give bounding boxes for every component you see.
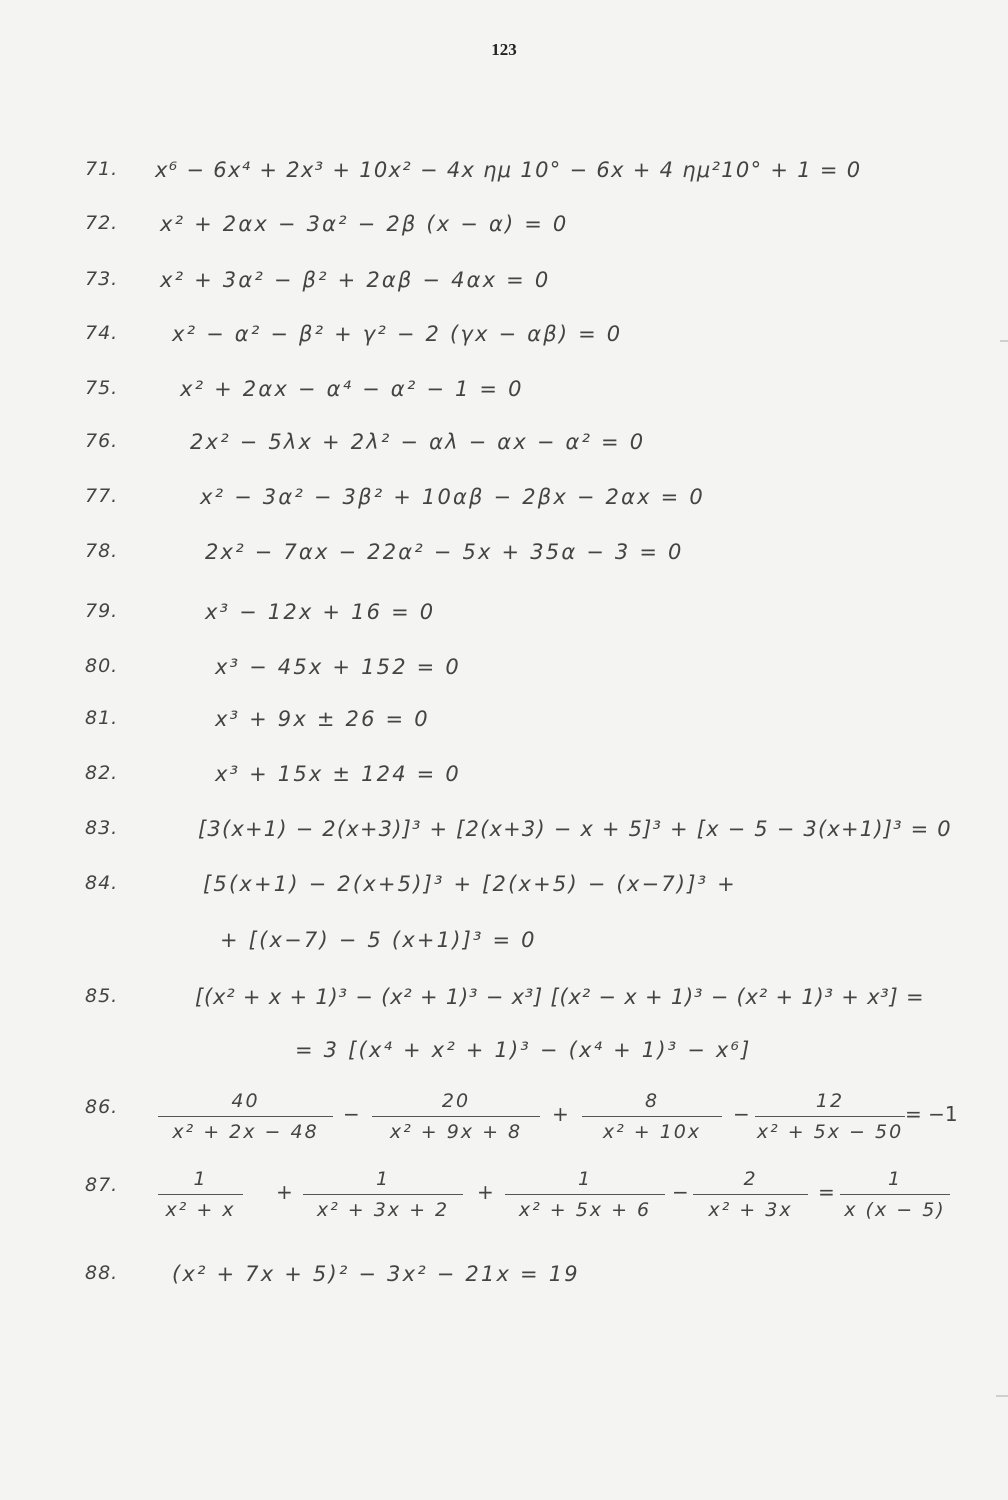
problem-number: 85. [85,985,119,1007]
equation: x³ + 15x ± 124 = 0 [215,762,461,786]
problem-82 [0,762,1008,812]
denominator: x² + 2x − 48 [172,1121,319,1143]
problem-number: 72. [85,212,119,234]
problem-75 [0,377,1008,427]
problem-81 [0,707,1008,757]
equation: x⁶ − 6x⁴ + 2x³ + 10x² − 4x ημ 10° − 6x + 4 ημ²10° + 1 = 0 [155,158,862,182]
equation: 2x² − 7αx − 22α² − 5x + 35α − 3 = 0 [205,540,684,564]
fraction [158,1168,243,1221]
problem-77 [0,485,1008,535]
fraction [582,1090,722,1143]
denominator: x² + 5x + 6 [518,1199,652,1221]
problem-number: 87. [85,1174,119,1196]
fraction [303,1168,463,1221]
problem-number: 81. [85,707,119,729]
equation: [3(x+1) − 2(x+3)]³ + [2(x+3) − x + 5]³ + [x − 5 − 3(x+1)]³ = 0 [198,817,952,841]
equation: 2x² − 5λx + 2λ² − αλ − αx − α² = 0 [190,430,646,454]
scan-edge-mark [996,1395,1008,1397]
equation: x² + 2αx − α⁴ − α² − 1 = 0 [180,377,524,401]
equals-rhs: = −1 [905,1102,958,1126]
problem-71 [0,158,1008,208]
problem-number: 71. [85,158,119,180]
denominator: x² + 5x − 50 [756,1121,904,1143]
problem-76 [0,430,1008,480]
operator: = [818,1180,835,1204]
numerator: 8 [644,1090,660,1112]
denominator: x² + 10x [602,1121,702,1143]
equation: x² − α² − β² + γ² − 2 (γx − αβ) = 0 [172,322,623,346]
problem-78 [0,540,1008,590]
denominator: x² + x [165,1199,236,1221]
problem-85-continued [0,1038,1008,1088]
problem-86 [0,1090,1008,1160]
problem-number: 78. [85,540,119,562]
problem-number: 77. [85,485,119,507]
operator: + [276,1180,293,1204]
equation-continuation: + [(x−7) − 5 (x+1)]³ = 0 [220,928,537,952]
operator: − [733,1102,750,1126]
numerator: 1 [887,1168,903,1190]
problem-number: 80. [85,655,119,677]
problem-84-continued [0,928,1008,978]
numerator: 2 [743,1168,758,1190]
problem-number: 83. [85,817,119,839]
fraction [840,1168,950,1221]
operator: − [343,1102,360,1126]
equation: x³ − 12x + 16 = 0 [205,600,436,624]
numerator: 1 [375,1168,391,1190]
scan-edge-mark [1000,340,1008,342]
problem-72 [0,212,1008,262]
problem-number: 73. [85,268,119,290]
problem-number: 79. [85,600,119,622]
problem-80 [0,655,1008,705]
fraction [693,1168,808,1221]
equation: [(x² + x + 1)³ − (x² + 1)³ − x³] [(x² − x + 1)³ − (x² + 1)³ + x³] = [195,985,925,1009]
equation: x² − 3α² − 3β² + 10αβ − 2βx − 2αx = 0 [200,485,705,509]
numerator: 40 [231,1090,260,1112]
numerator: 1 [577,1168,593,1190]
equation-continuation: = 3 [(x⁴ + x² + 1)³ − (x⁴ + 1)³ − x⁶] [295,1038,752,1062]
problem-number: 88. [85,1262,119,1284]
problem-number: 86. [85,1096,119,1118]
equation: x³ − 45x + 152 = 0 [215,655,461,679]
numerator: 1 [193,1168,208,1190]
problem-number: 74. [85,322,119,344]
fraction [755,1090,905,1143]
numerator: 20 [441,1090,471,1112]
denominator: x (x − 5) [844,1199,946,1221]
problem-83 [0,817,1008,867]
problem-87 [0,1168,1008,1238]
fraction [372,1090,540,1143]
problem-number: 84. [85,872,119,894]
denominator: x² + 9x + 8 [389,1121,523,1143]
operator: + [477,1180,494,1204]
equation: (x² + 7x + 5)² − 3x² − 21x = 19 [172,1262,580,1286]
equation: x² + 3α² − β² + 2αβ − 4αx = 0 [160,268,551,292]
equation: [5(x+1) − 2(x+5)]³ + [2(x+5) − (x−7)]³ + [203,872,737,896]
problem-79 [0,600,1008,650]
page-number: 123 [491,40,517,59]
problem-number: 76. [85,430,119,452]
equation: x² + 2αx − 3α² − 2β (x − α) = 0 [160,212,569,236]
equation: x³ + 9x ± 26 = 0 [215,707,430,731]
fraction [505,1168,665,1221]
fraction [158,1090,333,1143]
problem-73 [0,268,1008,318]
problem-88 [0,1262,1008,1312]
problem-number: 75. [85,377,119,399]
operator: + [552,1102,569,1126]
denominator: x² + 3x [708,1199,793,1221]
numerator: 12 [815,1090,845,1112]
problem-84 [0,872,1008,922]
operator: − [672,1180,689,1204]
problem-74 [0,322,1008,372]
problem-85 [0,985,1008,1035]
denominator: x² + 3x + 2 [316,1199,450,1221]
problem-number: 82. [85,762,119,784]
